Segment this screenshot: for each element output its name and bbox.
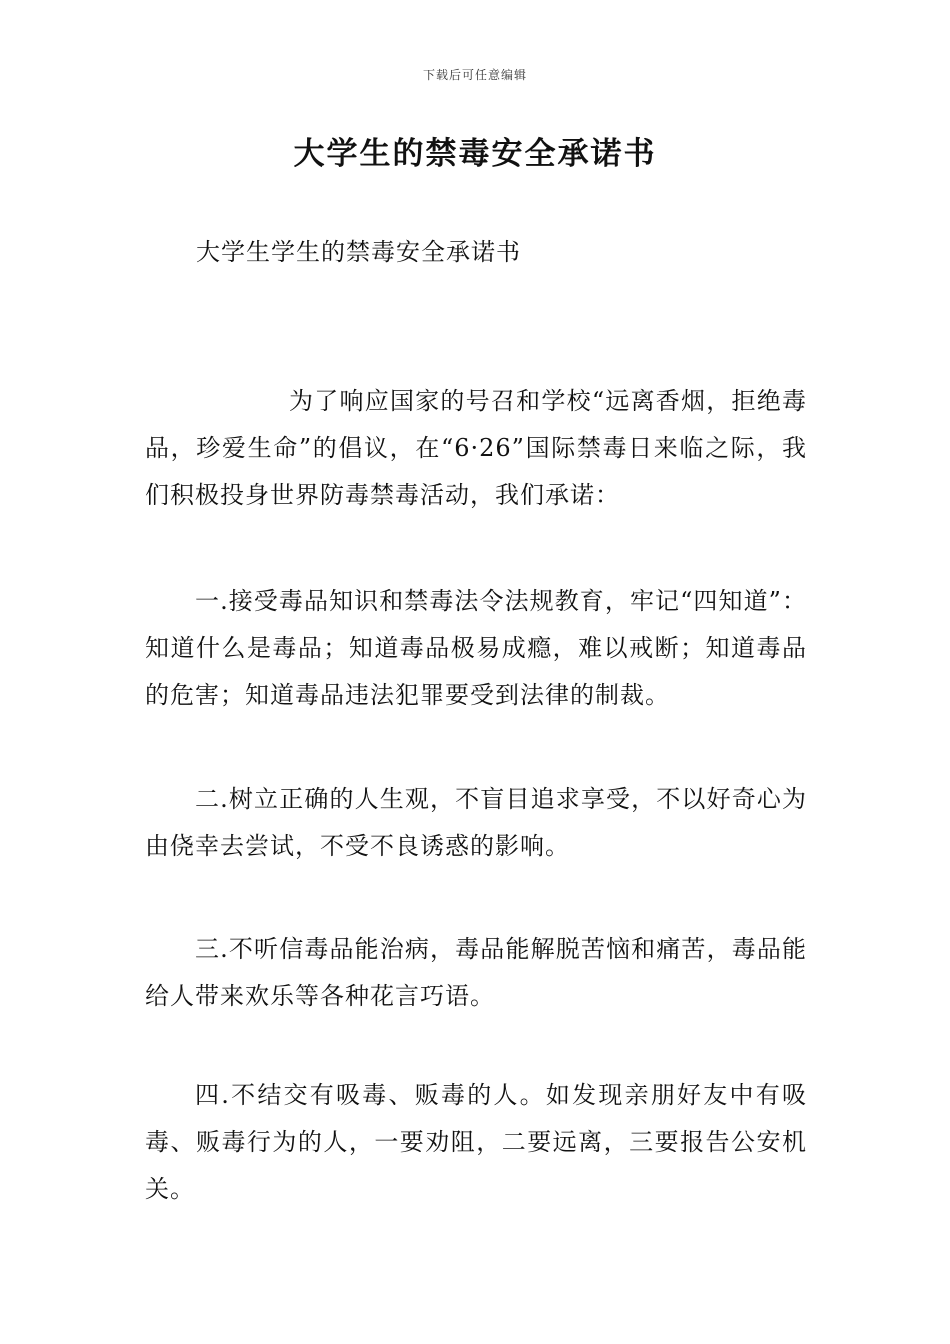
- pledge-item-4: 四.不结交有吸毒、贩毒的人。如发现亲朋好友中有吸毒、贩毒行为的人，一要劝阻，二要远离，三要报告公安机关。: [145, 1081, 807, 1203]
- document-subtitle: 大学生学生的禁毒安全承诺书: [196, 238, 521, 266]
- header-note: 下载后可任意编辑: [422, 68, 527, 82]
- document-title: 大学生的禁毒安全承诺书: [293, 136, 657, 172]
- intro-paragraph: 为了响应国家的号召和学校“远离香烟，拒绝毒品，珍爱生命”的倡议，在“6·26”国际禁毒日来临之际，我们积极投身世界防毒禁毒活动，我们承诺：: [145, 387, 807, 509]
- pledge-item-3: 三.不听信毒品能治病，毒品能解脱苦恼和痛苦，毒品能给人带来欢乐等各种花言巧语。: [145, 935, 807, 1010]
- pledge-item-2: 二.树立正确的人生观，不盲目追求享受，不以好奇心为由侥幸去尝试，不受不良诱惑的影响。: [145, 785, 807, 860]
- pledge-item-1: 一.接受毒品知识和禁毒法令法规教育，牢记“四知道”：知道什么是毒品；知道毒品极易成瘾，难以戒断；知道毒品的危害；知道毒品违法犯罪要受到法律的制裁。: [145, 587, 807, 709]
